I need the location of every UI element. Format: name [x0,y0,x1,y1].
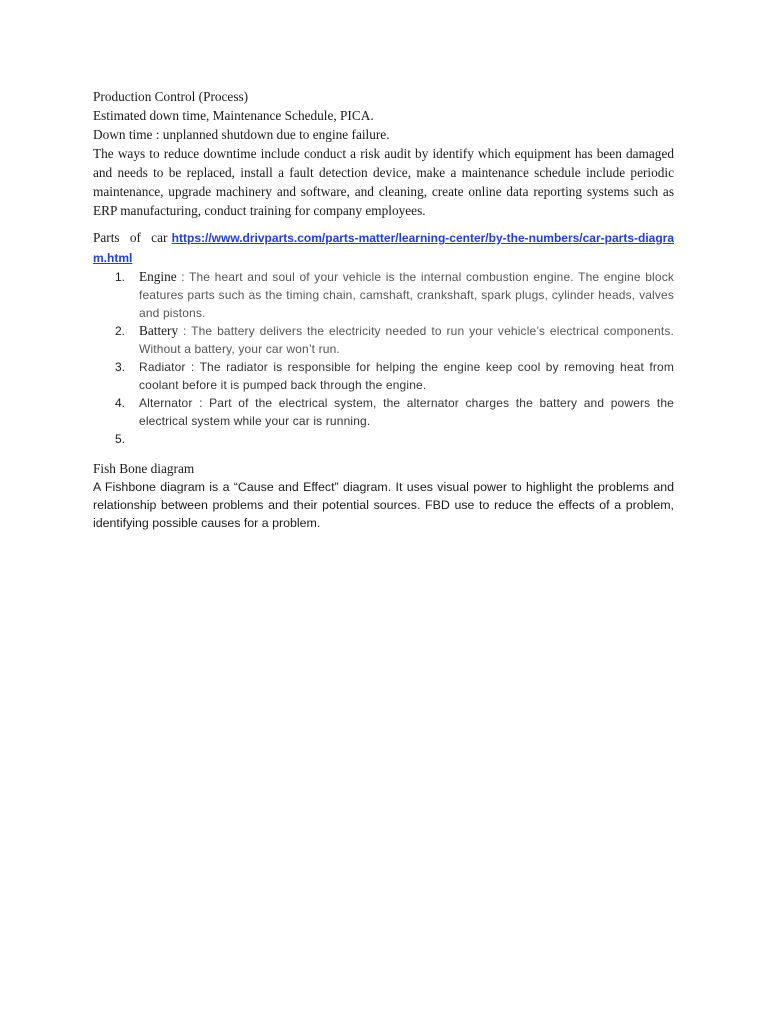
parts-of-car-row [93,228,674,268]
part-desc-alternator: Alternator : Part of the electrical system, the alternator charges the battery and powers the electrical system while your car is running. [139,396,674,428]
fishbone-title: Fish Bone diagram [93,461,195,476]
line-downtime-definition: Down time : unplanned shutdown due to engine failure. [93,127,390,142]
paragraph-reduce-downtime: The ways to reduce downtime include conduct a risk audit by identify which equipment has been damaged and needs to be replaced, install a fault detection device, make a maintenance schedule include periodic maintenance, upgrade machinery and software, and cleaning, create online data reporting systems such as ERP manufacturing, conduct training for company employees. [93,146,674,218]
parts-diagram-link[interactable]: https://www.drivparts.com/parts-matter/learning-center/by-the-numbers/car-parts-diagram.html [93,231,674,265]
part-desc-radiator: Radiator : The radiator is responsible for helping the engine keep cool by removing heat from coolant before it is pumped back through the engine. [139,360,674,392]
list-number: 5. [115,432,126,446]
part-term-engine: Engine [139,269,177,284]
list-item [93,322,674,358]
list-number: 3. [115,360,126,374]
line-estimated-downtime: Estimated down time, Maintenance Schedule, PICA. [93,108,374,123]
fishbone-description: A Fishbone diagram is a “Cause and Effect” diagram. It uses visual power to highlight the problems and relationship between problems and their potential sources. FBD use to reduce the effects of a problem, identifying possible causes for a problem. [93,480,674,530]
list-number: 4. [115,396,126,410]
part-desc-battery: : The battery delivers the electricity needed to run your vehicle’s electrical components. Without a battery, your car won’t run. [139,324,674,356]
list-number: 1. [115,270,126,284]
list-item [93,268,674,322]
parts-list [93,268,674,448]
list-number: 2. [115,324,126,338]
list-item [93,430,674,448]
list-item [93,394,674,430]
list-item [93,358,674,394]
part-desc-engine: : The heart and soul of your vehicle is the internal combustion engine. The engine block features parts such as the timing chain, camshaft, crankshaft, spark plugs, cylinder heads, valves and pistons. [139,270,674,320]
parts-of-car-label: Parts of car [93,230,168,245]
part-term-battery: Battery [139,323,179,338]
document-page [93,87,674,532]
heading-process: Production Control (Process) [93,89,249,104]
